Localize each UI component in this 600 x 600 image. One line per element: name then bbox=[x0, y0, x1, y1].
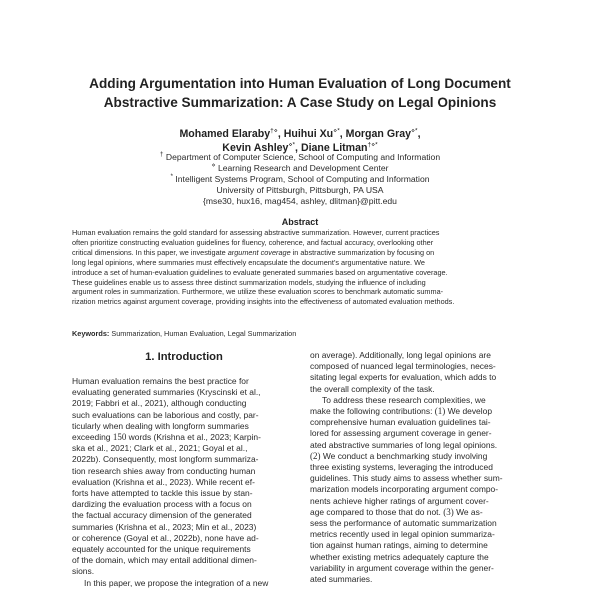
body-line: exceeding 150 words (Krishna et al., 2023; Karpin- bbox=[72, 432, 261, 443]
body-line: on average). Additionally, long legal opinions are bbox=[310, 350, 491, 360]
body-line: summaries (Krishna et al., 2023; Min et al., 2023) bbox=[72, 521, 257, 532]
affiliation-line: ⋄ Learning Research and Development Center bbox=[211, 162, 389, 173]
body-line: (2) We conduct a benchmarking study involving bbox=[310, 450, 488, 461]
body-line: such evaluations can be laborious and costly, par- bbox=[72, 409, 259, 420]
body-line: dardizing the evaluation process with a focus on bbox=[72, 499, 252, 510]
body-line: In this paper, we propose the integration of a new bbox=[84, 577, 269, 588]
emphasis-text: argument coverage bbox=[227, 247, 291, 257]
keywords-text: Summarization, Human Evaluation, Legal Summarization bbox=[109, 329, 297, 338]
body-line: sess the performance of automatic summarization bbox=[310, 518, 497, 529]
body-line: make the following contributions: (1) We develop bbox=[310, 406, 493, 417]
title-line-1: Adding Argumentation into Human Evaluation of Long Document bbox=[89, 76, 511, 91]
abstract-line: introduce a set of human-evaluation guidelines to evaluate generated summaries based on argumentative coverage. bbox=[72, 267, 448, 277]
body-line: marization models incorporating argument compo- bbox=[310, 484, 499, 495]
author-name: Huihui Xu bbox=[283, 128, 334, 140]
author-affil-marks: †⋄ bbox=[270, 127, 278, 135]
contribution-number: (2) bbox=[310, 450, 321, 461]
author-name: Diane Litman bbox=[300, 142, 368, 154]
body-line: variability in argument coverage within the gener- bbox=[310, 562, 494, 573]
body-line: composed of nuanced legal terminologies, neces- bbox=[310, 361, 496, 372]
body-line: To address these research complexities, we bbox=[322, 394, 486, 405]
title-line-2: Abstractive Summarization: A Case Study on Legal Opinions bbox=[103, 95, 497, 110]
author-affil-marks: ⋄* bbox=[288, 141, 296, 149]
body-line: ated summaries. bbox=[310, 574, 373, 585]
abstract-line: argument roles in summarization. Furthermore, we utilize these evaluation scores to benchmark automatic summa- bbox=[72, 287, 444, 297]
body-line: lored for assessing argument coverage in gener- bbox=[310, 428, 492, 439]
body-line: equately accounted for the unique requirements bbox=[72, 544, 251, 555]
affiliation-line: † Department of Computer Science, School of Computing and Information bbox=[159, 151, 441, 162]
affiliation-line: University of Pittsburgh, Pittsburgh, PA USA bbox=[216, 185, 384, 195]
abstract-body bbox=[72, 228, 530, 307]
body-line: nents achieve higher ratings of argument cover- bbox=[310, 495, 489, 506]
section-heading-introduction: 1. Introduction bbox=[145, 351, 223, 363]
body-line: sions. bbox=[72, 566, 95, 577]
affiliation-line: * Intelligent Systems Program, School of Computing and Information bbox=[170, 173, 430, 184]
body-line: guidelines. This study aims to assess whether sum- bbox=[310, 473, 503, 484]
author-name: Mohamed Elaraby bbox=[179, 128, 271, 140]
body-line: three existing systems, leveraging the introduced bbox=[310, 462, 493, 473]
body-line: metrics recently used in legal opinion summariza- bbox=[310, 529, 495, 540]
body-line: ska et al., 2021; Clark et al., 2021; Goyal et al., bbox=[72, 443, 248, 454]
affiliation-block bbox=[40, 152, 560, 207]
body-line: or coherence (Goyal et al., 2022b), none have ad- bbox=[72, 532, 259, 543]
right-column-text bbox=[310, 350, 536, 585]
body-line: of the domain, which may entail additional dimen- bbox=[72, 555, 257, 566]
author-affil-marks: ⋄* bbox=[410, 127, 418, 135]
author-emails: {mse30, hux16, mag454, ashley, dlitman}@pitt.edu bbox=[203, 196, 397, 206]
body-line: ticularly when dealing with longform summaries bbox=[72, 420, 249, 431]
body-line: tion against human ratings, aiming to determine bbox=[310, 540, 488, 551]
abstract-line: long legal opinions, where summaries must effectively encapsulate the document’s argumentative nature. We bbox=[72, 257, 425, 267]
author-affil-marks: †⋄* bbox=[367, 141, 378, 149]
left-column-text bbox=[72, 376, 298, 589]
body-line: the factual accuracy dimension of the generated bbox=[72, 510, 252, 521]
body-line: tion research shies away from conducting human bbox=[72, 465, 256, 476]
keywords-line bbox=[72, 329, 296, 339]
author-name: Morgan Gray bbox=[345, 128, 411, 140]
author-affil-marks: ⋄* bbox=[333, 127, 340, 135]
body-line: sitating legal experts for evaluation, which adds to bbox=[310, 372, 497, 383]
author-name: Kevin Ashley bbox=[222, 142, 289, 154]
contribution-number: (1) bbox=[434, 406, 446, 417]
body-line: Human evaluation remains the best practice for bbox=[72, 376, 249, 386]
body-line: whether existing metrics adequately capture the bbox=[310, 551, 489, 562]
body-line: age compared to those that do not. (3) We as- bbox=[310, 506, 483, 517]
abstract-line: These guidelines enable us to assess three distinct summarization models, studying the influence of including bbox=[72, 277, 426, 287]
author-line-2: Kevin Ashley⋄*, Diane Litman†⋄* bbox=[222, 141, 378, 154]
body-line: forts have attempted to tackle this issue by stan- bbox=[72, 488, 253, 499]
inline-number: 150 bbox=[112, 432, 127, 443]
body-line: ated abstractive summaries of long legal opinions. bbox=[310, 439, 498, 450]
body-line: comprehensive human evaluation guidelines tai- bbox=[310, 417, 491, 428]
abstract-line: rization metrics against argument coverage, providing insights into the effectiveness of automated evaluation methods. bbox=[72, 297, 455, 307]
paper-title bbox=[40, 74, 560, 112]
abstract-line: Human evaluation remains the gold standard for assessing abstractive summarization. However, current practices bbox=[72, 228, 440, 237]
contribution-number: (3) bbox=[443, 506, 454, 517]
author-line-1: Mohamed Elaraby†⋄, Huihui Xu⋄*, Morgan Gray⋄*, bbox=[179, 127, 421, 140]
abstract-heading: Abstract bbox=[281, 217, 319, 227]
abstract-line: critical dimensions. In this paper, we investigate argument coverage in abstractive summarization by focusing on bbox=[72, 247, 435, 257]
body-line: the overall complexity of the task. bbox=[310, 383, 435, 394]
author-list bbox=[40, 127, 560, 155]
body-line: evaluation (Krishna et al., 2023). While recent ef- bbox=[72, 476, 255, 487]
body-line: 2019; Fabbri et al., 2021), although conducting bbox=[72, 398, 247, 409]
abstract-line: often prioritize constructing evaluation guidelines for fluency, coherence, and factual accuracy, overlooking other bbox=[72, 237, 434, 247]
keywords-label: Keywords: bbox=[72, 329, 110, 338]
body-line: evaluating generated summaries (Kryscinski et al., bbox=[72, 387, 261, 398]
body-line: 2022b). Consequently, most longform summariza- bbox=[72, 454, 259, 465]
